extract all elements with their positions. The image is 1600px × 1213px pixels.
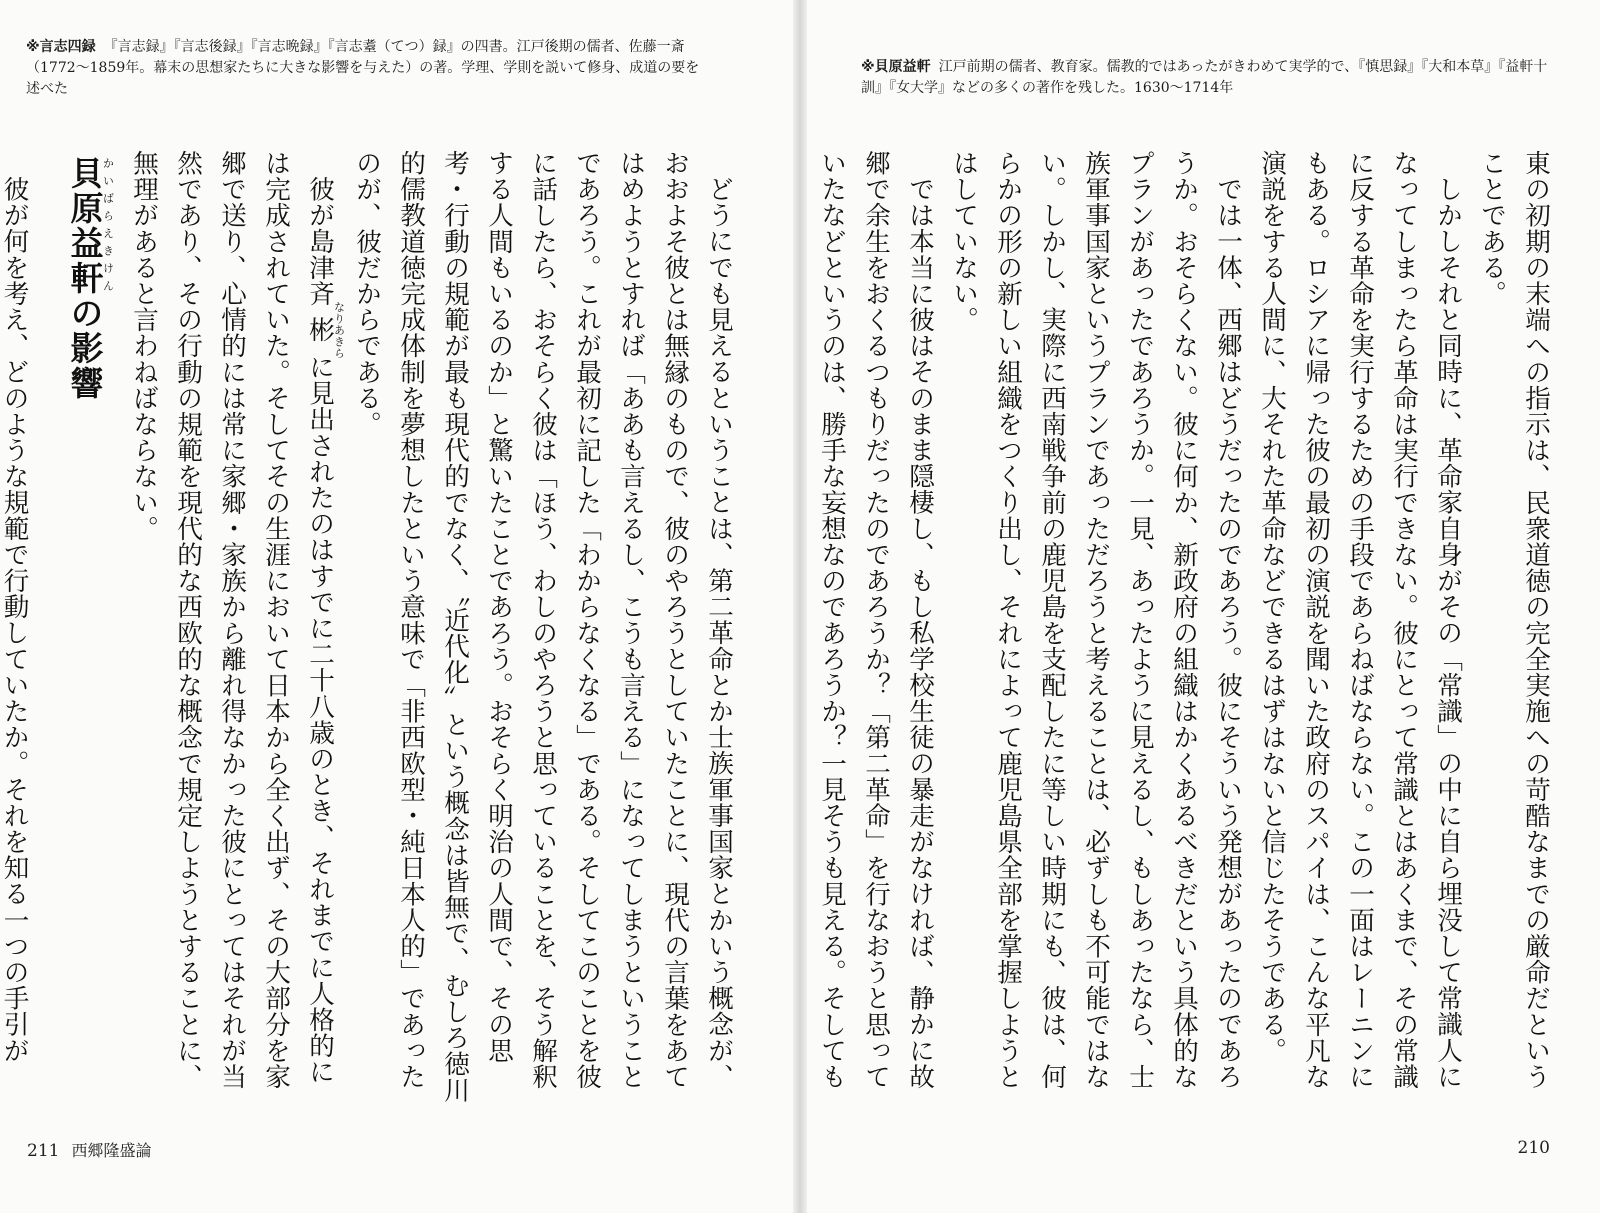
left-paragraph-2-rest: に見出されたのはすでに二十八歳のとき、それまでに人格的には完成されていた。そしてその生涯において日本から全く出ず、その大部分を家郷で送り、心情的には常に家郷・家族から離れ得なかった彼にとってはそれが当然であり、その行動の規範を現代的な西欧的な概念で規定しようとすることに、無理があると言わねばならない。: [129, 150, 335, 1090]
right-page: [807, 0, 1600, 1213]
left-footnote-term: ※言志四録: [26, 39, 96, 55]
right-paragraph-3: では一体、西郷はどうだったのであろう。彼にそういう発想があったのであろうか。おそらくない。彼に何か、新政府の組織はかくあるべきだという具体的なプランがあったであろうか。一見、あったように見えるし、もしあったなら、士族軍事国家というプランであっただろうと考えることは、必ずしも不可能ではない。しかし、実際に西南戦争前の鹿児島を支配したに等しい時期にも、彼は、何らかの形の新しい組織をつくり出し、それによって鹿児島県全部を掌握しようとはしていない。: [949, 150, 1243, 1090]
right-page-number: 210: [1517, 1138, 1550, 1158]
book-gutter: [793, 0, 807, 1213]
right-body-text: [817, 150, 1558, 1110]
left-folio: [27, 1138, 151, 1161]
right-paragraph-2: しかしそれと同時に、革命家自身がその「常識」の中に自ら埋没して常識人になってしまったら革命は実行できない。彼にとって常識とはあくまで、その常識に反する革命を実行するための手段であらねばならない。この一面はレーニンにもある。ロシアに帰った彼の最初の演説を聞いた政府のスパイは、こんな平凡な演説をする人間に、大それた革命などできるはずはないと信じたそうである。: [1257, 150, 1463, 1090]
right-paragraph-4: では本当に彼はそのまま隠棲し、もし私学校生徒の暴走がなければ、静かに故郷で余生をおくるつもりだったのであろうか？「第二革命」を行なおうと思っていたなどというのは、勝手な妄想なのであろうか？一見そうも見える。そしても: [817, 150, 935, 1090]
left-footnote-text: 『言志録』『言志後録』『言志晩録』『言志耋（てつ）録』の四書。江戸後期の儒者、佐藤一斎（1772～1859年。幕末の思想家たちに大きな影響を与えた）の著。学理、学則を説いて修身、成道の要を述べた: [26, 39, 700, 97]
left-paragraph-3: 彼が何を考え、どのような規範で行動していたか。それを知る一つの手引が: [0, 175, 30, 1063]
section-heading: [63, 150, 115, 1110]
left-body-text: [0, 150, 741, 1110]
heading-ruby: [65, 156, 115, 296]
heading-suffix: の影響: [65, 296, 105, 401]
nariakira-reading: なりあきら: [332, 301, 346, 359]
left-paragraph-1: どうにでも見えるということは、第二革命とか士族軍事国家とかいう概念が、おおよそ彼とは無縁のもので、彼のやろうとしていたことに、現代の言葉をあてはめようとすれば「ああも言えるし、こうも言える」になってしまうということであろう。これが最初に記した「わからなくなる」である。そしてこのことを彼に話したら、おそらく彼は「ほう、わしのやろうと思っていることを、そう解釈する人間もいるのか」と驚いたことであろう。おそらく明治の人間で、その思考・行動の規範が最も現代的でなく、〝近代化〟という概念は皆無で、むしろ徳川的儒教道徳完成体制を夢想したという意味で「非西欧型・純日本人的」であったのが、彼だからである。: [352, 150, 734, 1103]
right-footnote: [861, 57, 1551, 99]
left-page-number: 211: [27, 1141, 60, 1161]
left-paragraph-2: [122, 150, 345, 1110]
right-footnote-term: ※貝原益軒: [861, 59, 931, 75]
right-paragraph-1: 東の初期の末端への指示は、民衆道徳の完全実施への苛酷なまでの厳命だということである。: [1477, 150, 1551, 1090]
left-footnote: [26, 37, 711, 100]
right-footnote-text: 江戸前期の儒者、教育家。儒教的ではあったがきわめて実学的で、『慎思録』『大和本草』『益軒十訓』『女大学』などの多くの著作を残した。1630～1714年: [861, 59, 1548, 96]
nariakira-ruby: [305, 301, 346, 359]
left-paragraph-2-start: 彼が島津斉: [305, 175, 335, 307]
left-page: [0, 0, 793, 1213]
right-folio: [1518, 1138, 1550, 1158]
heading-reading: かいばらえきけん: [101, 156, 115, 296]
heading-base: 貝原益軒: [65, 156, 105, 296]
running-title: 西郷隆盛論: [71, 1141, 152, 1160]
nariakira-base: 彬: [305, 301, 335, 359]
